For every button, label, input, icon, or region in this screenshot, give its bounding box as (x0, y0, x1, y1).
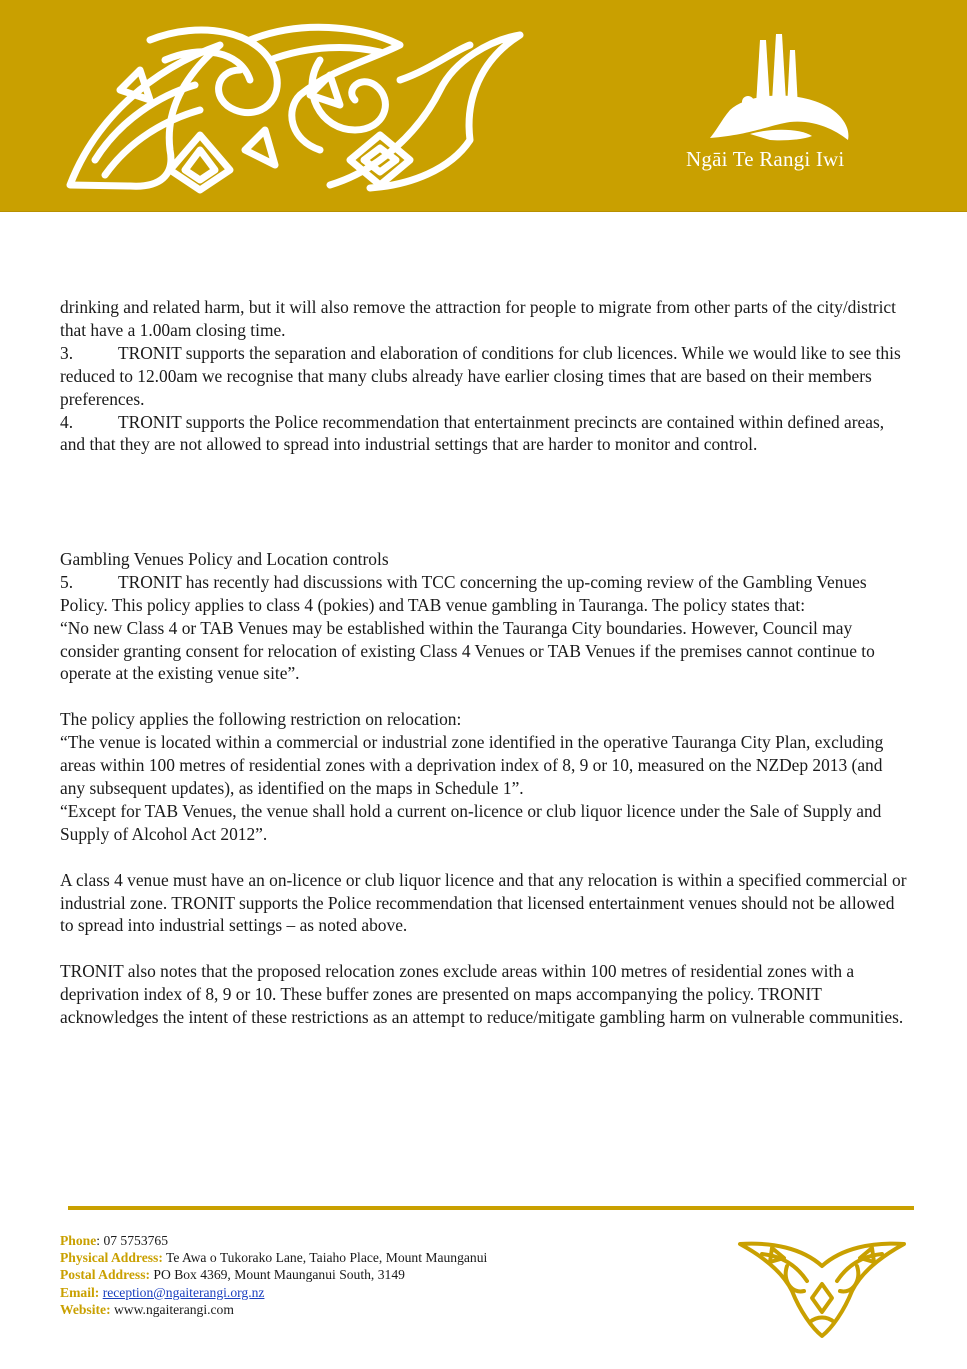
footer-divider (68, 1206, 914, 1210)
item-text: TRONIT supports the Police recommendation that entertainment precincts are contained within defined areas, and that they are not allowed to spread into industrial settings that are harder to monitor and control. (60, 411, 885, 455)
email-label: Email: (60, 1284, 100, 1300)
org-name: Ngāi Te Rangi Iwi (686, 147, 845, 171)
paragraph-buffer-zones: TRONIT also notes that the proposed relocation zones exclude areas within 100 metres of residential zones with a deprivation index of 8, 9 or 10. These buffer zones are presented on maps accompanying the policy. TRONIT acknowledges the intent of these restrictions as an attempt to reduce/mitigate gambling harm on vulnerable communities. (60, 961, 904, 1028)
phone-value: : 07 5753765 (96, 1233, 169, 1248)
website-label: Website: (60, 1301, 111, 1317)
policy-quote: “Except for TAB Venues, the venue shall hold a current on-licence or club liquor licence under the Sale of Supply and Supply of Alcohol Act 2012”. (60, 800, 882, 844)
list-item (60, 411, 910, 457)
section-heading: Gambling Venues Policy and Location controls (60, 548, 389, 569)
item-number: 4. (60, 411, 74, 432)
item-text: TRONIT has recently had discussions with TCC concerning the up-coming review of the Gambling Venues Policy. This policy applies to class 4 (pokies) and TAB venue gambling in Tauranga. The policy states that: (60, 571, 867, 615)
koru-pattern-icon (0, 0, 560, 212)
website-value: www.ngaiterangi.com (110, 1301, 234, 1317)
postal-address-value: PO Box 4369, Mount Maunganui South, 3149 (150, 1267, 405, 1283)
footer-contact (60, 1232, 620, 1318)
item-number: 5. (60, 571, 74, 592)
email-link[interactable]: reception@ngaiterangi.org.nz (102, 1284, 265, 1300)
item-number: 3. (60, 342, 74, 363)
footer-email (60, 1284, 620, 1301)
footer-koru-icon (732, 1236, 912, 1341)
list-item (60, 571, 910, 617)
paragraph-restriction-intro: The policy applies the following restriction on relocation: (60, 709, 462, 730)
policy-quote: “The venue is located within a commercial or industrial zone identified in the operative Tauranga City Plan, excluding areas within 100 metres of residential zones with a deprivation index of 8, 9 or 10, measured on the NZDep 2013 (and any subsequent updates), as identified on the maps in Schedule 1”. (60, 732, 884, 798)
list-item (60, 342, 910, 411)
policy-quote: “No new Class 4 or TAB Venues may be established within the Tauranga City boundaries. However, Council may consider granting consent for relocation of existing Class 4 Venues or TAB Venues if the premises cannot continue to operate at the existing venue site”. (60, 617, 875, 684)
footer-postal-address (60, 1266, 620, 1283)
footer-website (60, 1301, 620, 1318)
letter-body (60, 296, 910, 1029)
postal-address-label: Postal Address: (60, 1267, 151, 1283)
item-text: TRONIT supports the separation and elaboration of conditions for club licences. While we would like to see this reduced to 12.00am we recognise that many clubs already have earlier closing times that are based on their members preferences. (60, 342, 901, 409)
phone-label: Phone (60, 1233, 97, 1248)
physical-address-value: Te Awa o Tukorako Lane, Taiaho Place, Mount Maunganui (162, 1250, 488, 1266)
letterhead-banner (0, 0, 967, 212)
paragraph-intro: drinking and related harm, but it will also remove the attraction for people to migrate from other parts of the city/district that have a 1.00am closing time. (60, 297, 896, 340)
footer-physical-address (60, 1249, 620, 1266)
physical-address-label: Physical Address: (60, 1250, 163, 1266)
footer-phone (60, 1232, 620, 1249)
paragraph-class4: A class 4 venue must have an on-licence or club liquor licence and that any relocation is within a specified commercial or industrial zone. TRONIT supports the Police recommendation that licensed entertainment venues should not be allowed to spread into industrial settings – as noted above. (60, 869, 907, 936)
